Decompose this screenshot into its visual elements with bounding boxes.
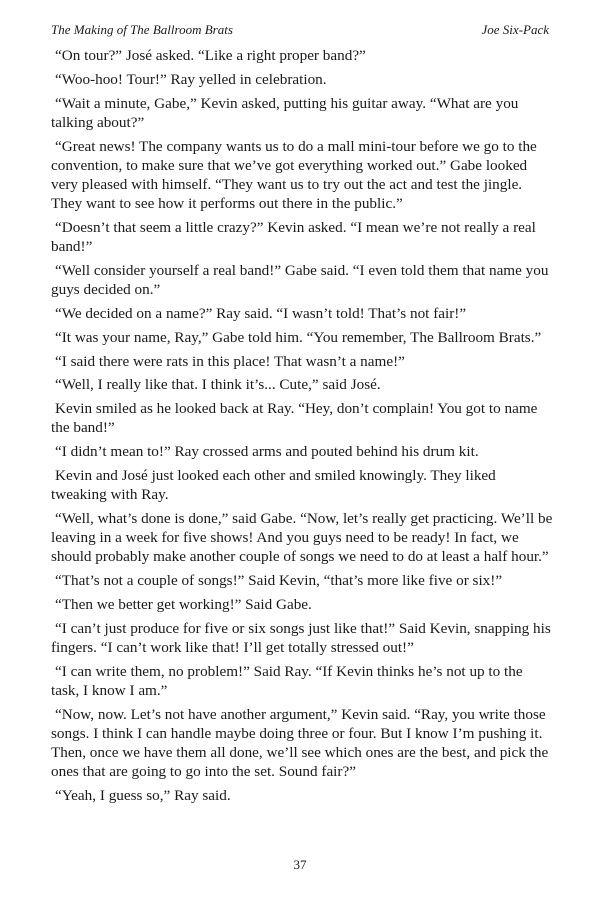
paragraph: “I didn’t mean to!” Ray crossed arms and pouted behind his drum kit. [55,443,479,461]
paragraph: “Doesn’t that seem a little crazy?” Kevin asked. “I mean we’re not really a real band!” [51,219,536,256]
running-head [51,22,549,38]
running-head-title: The Making of The Ballroom Brats [51,22,233,37]
paragraph: “That’s not a couple of songs!” Said Kevin, “that’s more like five or six!” [55,572,503,590]
paragraph: “Yeah, I guess so,” Ray said. [55,787,231,805]
paragraph: “Well, what’s done is done,” said Gabe. “Now, let’s really get practicing. We’ll be leaving in a week for five shows! And you guys need to be ready! In fact, we should probably make another couple of songs we need to do at least a half hour.” [51,509,553,566]
paragraph: “On tour?” José asked. “Like a right proper band?” [55,47,366,64]
paragraph: “Then we better get working!” Said Gabe. [55,595,312,613]
paragraph: “Now, now. Let’s not have another argument,” Kevin said. “Ray, you write those songs. I think I can handle maybe doing three or four. But I know I’m pushing it. Then, once we have them all done, we’ll see which ones are the best, and pick the ones that are going to go into the set. Sound fair?” [51,705,549,781]
paragraph: “I can write them, no problem!” Said Ray. “If Kevin thinks he’s not up to the task, I know I am.” [51,662,523,699]
paragraph: “Woo-hoo! Tour!” Ray yelled in celebration. [55,70,327,88]
paragraph: Kevin and José just looked each other and smiled knowingly. They liked tweaking with Ray. [51,466,496,504]
paragraph: “Well, I really like that. I think it’s... Cute,” said José. [55,376,381,394]
page-number: 37 [293,857,307,872]
paragraph: “We decided on a name?” Ray said. “I wasn’t told! That’s not fair!” [55,305,467,322]
paragraph: “It was your name, Ray,” Gabe told him. “You remember, The Ballroom Brats.” [55,328,542,346]
paragraph: “Great news! The company wants us to do a mall mini-tour before we go to the convention, to make sure that we’ve got everything worked out.” Gabe looked very pleased with himself. “They want us to try out the act and test the jingle. They want to see how it performs out there in the public.” [51,137,537,213]
body-text [51,46,554,810]
paragraph: “I can’t just produce for five or six songs just like that!” Said Kevin, snapping his fingers. “I can’t work like that! I’ll get totally stressed out!” [51,619,551,656]
paragraph: “I said there were rats in this place! That wasn’t a name!” [55,352,405,370]
paragraph: “Well consider yourself a real band!” Gabe said. “I even told them that name you guys decided on.” [51,262,549,299]
paragraph: Kevin smiled as he looked back at Ray. “Hey, don’t complain! You got to name the band!” [51,400,538,437]
running-head-author: Joe Six-Pack [481,22,549,37]
paragraph: “Wait a minute, Gabe,” Kevin asked, putting his guitar away. “What are you talking about?” [51,94,519,131]
